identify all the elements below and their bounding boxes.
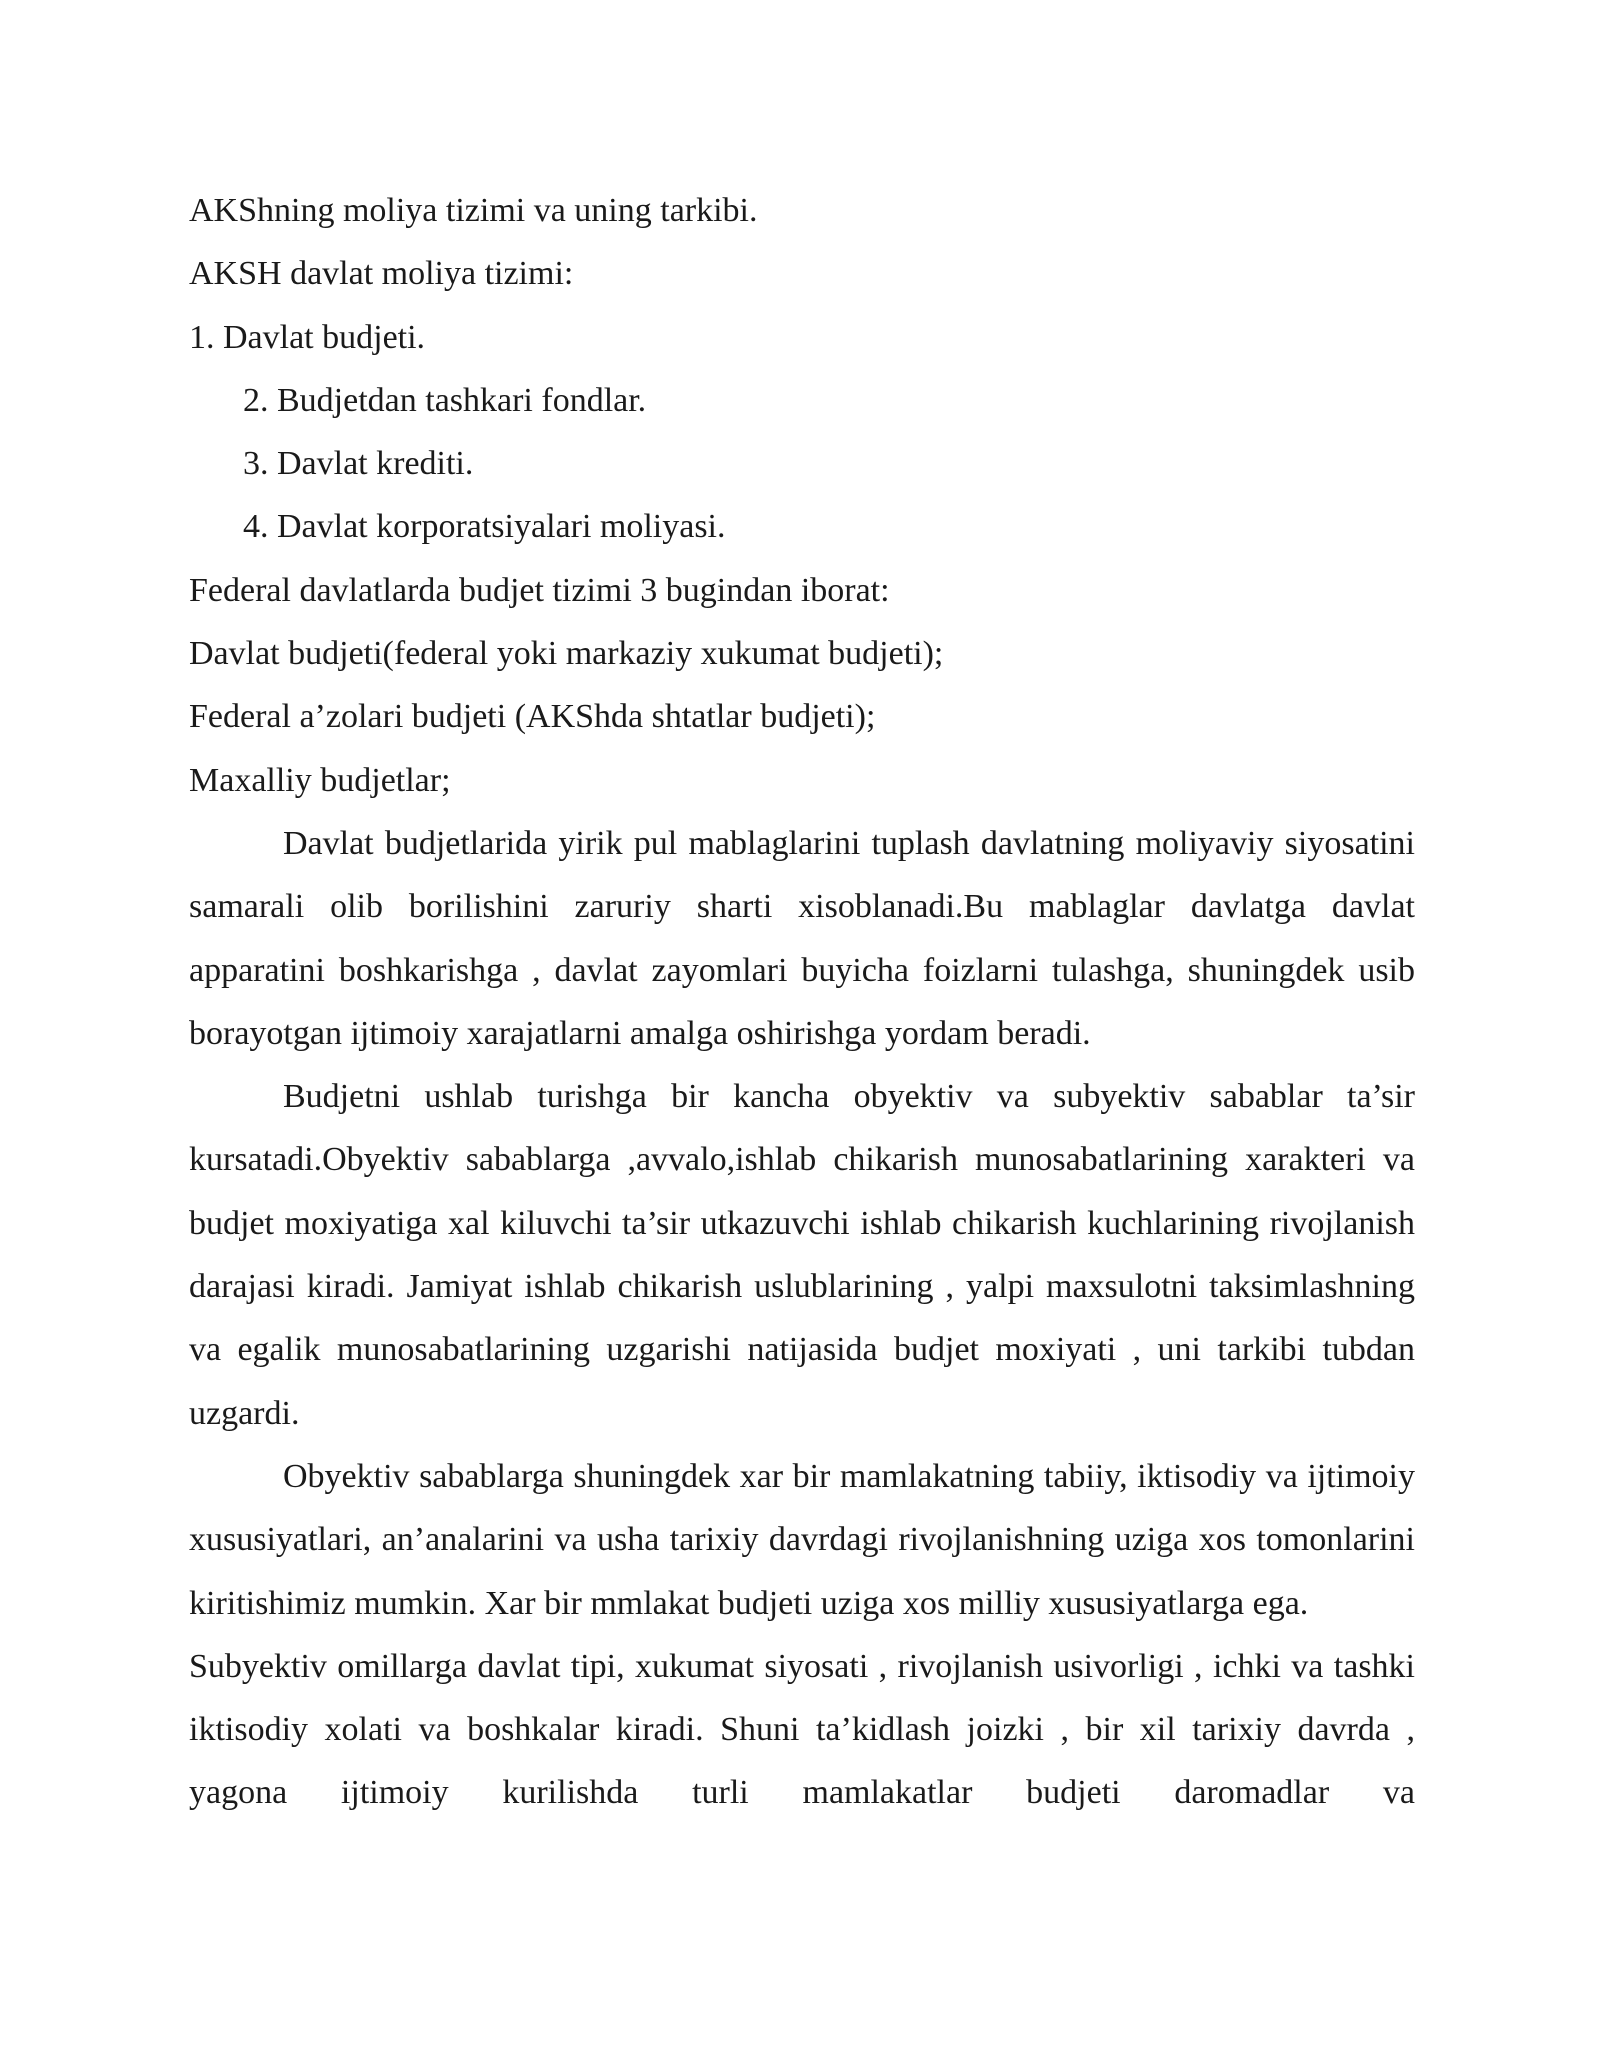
body-paragraph-continued: Subyektiv omillarga davlat tipi, xukumat siyosati , rivojlanish usivorligi , ichki va tashki iktisodiy xolati va boshkalar kiradi. Shuni ta’kidlash joizki , bir xil tarixiy davrda , yagona ijtimoiy kurilishda turli mamlakatlar budjeti daromadlar va <box>189 1647 1415 1812</box>
budget-level: Maxalliy budjetlar; <box>189 761 451 799</box>
budget-intro: Federal davlatlarda budjet tizimi 3 bugindan iborat: <box>189 571 890 609</box>
list-item: 1. Davlat budjeti. <box>189 318 426 356</box>
body-paragraph: Obyektiv sabablarga shuningdek xar bir mamlakatning tabiiy, iktisodiy va ijtimoiy xususiyatlari, an’analarini va usha tarixiy davrdagi rivojlanishning uziga xos tomonlarini kiritishimiz mumkin. Xar bir mmlakat budjeti uziga xos milliy xususiyatlarga ega. <box>189 1457 1415 1622</box>
body-paragraph: Budjetni ushlab turishga bir kancha obyektiv va subyektiv sabablar ta’sir kursatadi.Obyektiv sabablarga ,avvalo,ishlab chikarish munosabatlarining xarakteri va budjet moxiyatiga xal kiluvchi ta’sir utkazuvchi ishlab chikarish kuchlarining rivojlanish darajasi kiradi. Jamiyat ishlab chikarish uslublarining , yalpi maxsulotni taksimlashning va egalik munosabatlarining uzgarishi natijasida budjet moxiyati , uni tarkibi tubdan uzgardi. <box>189 1078 1415 1432</box>
list-item: 4. Davlat korporatsiyalari moliyasi. <box>243 508 726 546</box>
section-subtitle: AKSH davlat moliya tizimi: <box>189 255 574 293</box>
list-item: 3. Davlat krediti. <box>243 445 474 483</box>
document-title: AKShning moliya tizimi va uning tarkibi. <box>189 192 758 229</box>
list-item: 2. Budjetdan tashkari fondlar. <box>243 381 647 419</box>
budget-level: Federal a’zolari budjeti (AKShda shtatlar budjeti); <box>189 698 876 736</box>
document-body <box>189 179 1415 1825</box>
body-paragraph: Davlat budjetlarida yirik pul mablaglarini tuplash davlatning moliyaviy siyosatini samarali olib borilishini zaruriy sharti xisoblanadi.Bu mablaglar davlatga davlat apparatini boshkarishga , davlat zayomlari buyicha foizlarni tulashga, shuningdek usib borayotgan ijtimoiy xarajatlarni amalga oshirishga yordam beradi. <box>189 824 1415 1052</box>
budget-level: Davlat budjeti(federal yoki markaziy xukumat budjeti); <box>189 635 944 673</box>
